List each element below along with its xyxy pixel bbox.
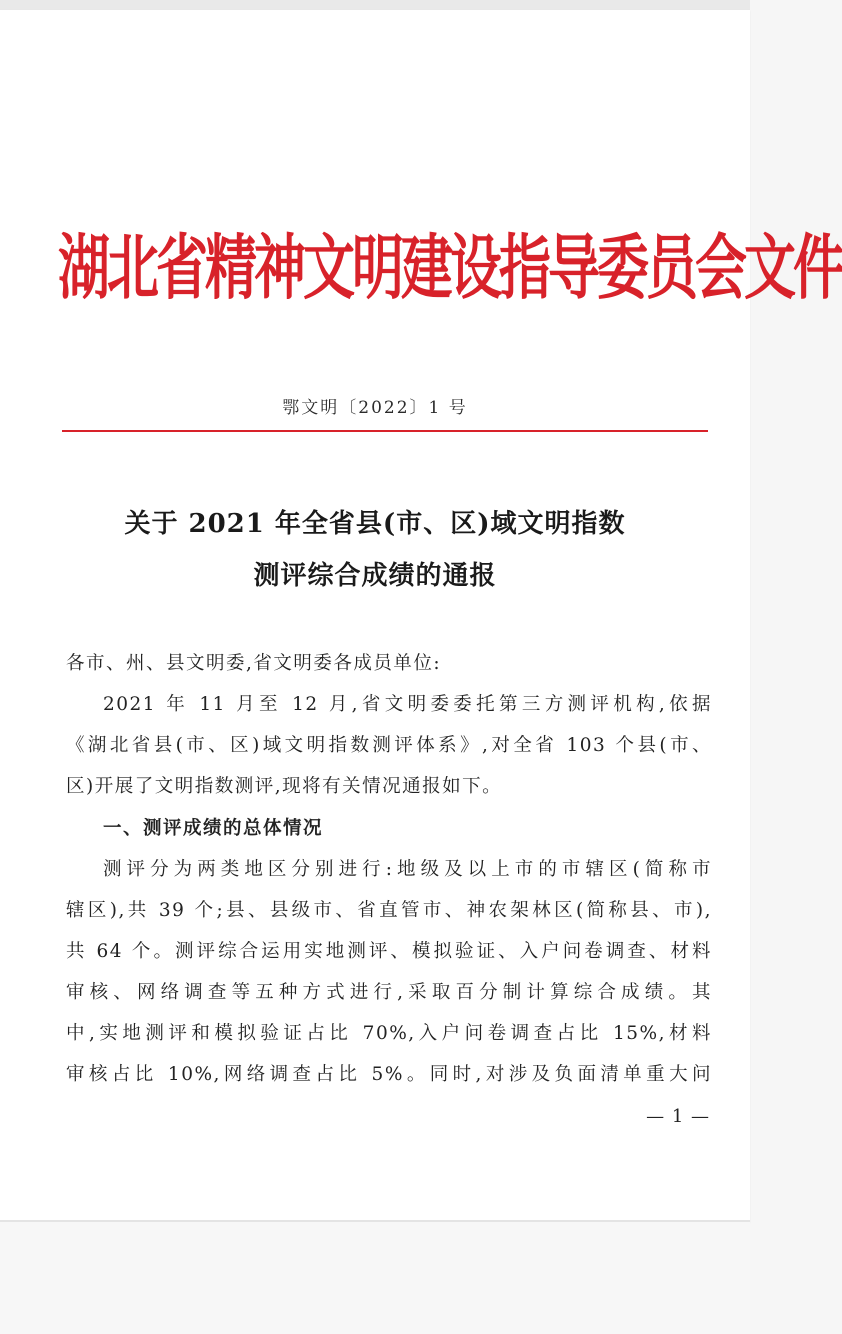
paragraph-2-line-2: 辖区),共 39 个;县、县级市、省直管市、神农架林区(简称县、市), [66,900,712,921]
document-title-line-1: 关于 2021 年全省县(市、区)域文明指数 [124,509,626,539]
top-edge [0,0,750,10]
paragraph-1-line-2: 《湖北省县(市、区)域文明指数测评体系》,对全省 103 个县(市、 [66,735,712,756]
salutation: 各市、州、县文明委,省文明委各成员单位: [66,653,442,674]
document-number: 鄂文明〔2022〕1 号 [282,398,468,418]
viewer-background [0,1222,750,1334]
issuer-heading: 湖北省精神文明建设指导委员会文件 [58,228,842,310]
paragraph-2-line-6: 审核占比 10%,网络调查占比 5%。同时,对涉及负面清单重大问 [66,1064,712,1085]
paragraph-2-line-1: 测评分为两类地区分别进行:地级及以上市的市辖区(简称市 [103,859,712,880]
red-divider [62,430,708,432]
section-1-heading: 一、测评成绩的总体情况 [103,818,324,839]
page-number: — 1 — [646,1106,710,1127]
paragraph-1-line-1: 2021 年 11 月至 12 月,省文明委委托第三方测评机构,依据 [103,694,712,715]
paragraph-2-line-4: 审核、网络调查等五种方式进行,采取百分制计算综合成绩。其 [66,982,712,1003]
paragraph-2-line-3: 共 64 个。测评综合运用实地测评、模拟验证、入户问卷调查、材料 [66,941,712,962]
paragraph-2-line-5: 中,实地测评和模拟验证占比 70%,入户问卷调查占比 15%,材料 [66,1023,712,1044]
paragraph-1-line-3: 区)开展了文明指数测评,现将有关情况通报如下。 [66,776,503,797]
document-title-line-2: 测评综合成绩的通报 [253,561,497,591]
